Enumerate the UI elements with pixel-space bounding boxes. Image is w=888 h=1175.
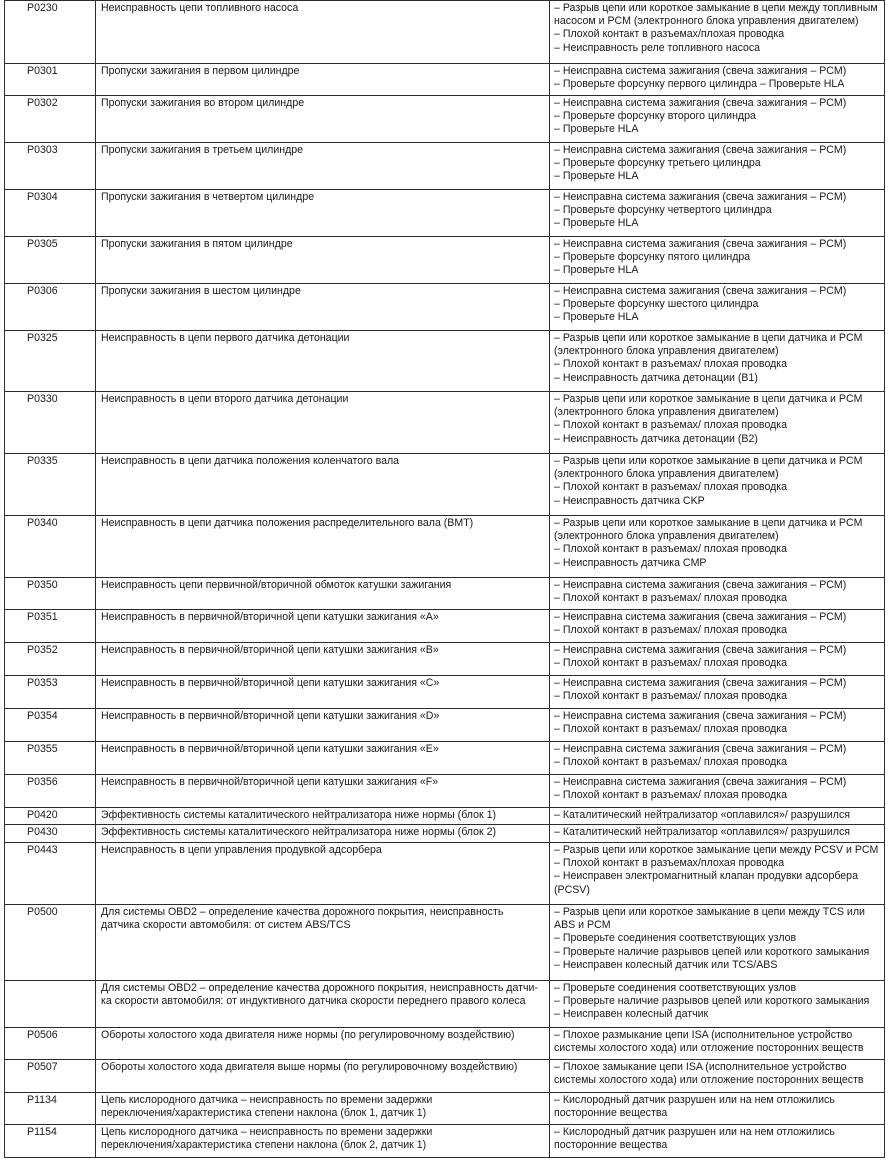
cause-line: – Неисправна система зажигания (свеча зажигания – PCM): [554, 611, 847, 623]
description-line: Неисправность в цепи второго датчика детонации: [101, 393, 349, 405]
cause-line: – Проверьте HLA: [554, 217, 639, 230]
fault-description-cell: [96, 808, 550, 825]
cause-line: – Плохой контакт в разъемах/ плохая проводка: [554, 756, 788, 769]
fault-code-cell: P1154: [5, 1125, 96, 1158]
description-line: переключения/характеристика степени наклона (блок 2, датчик 1): [101, 1139, 427, 1152]
cause-line: – Неисправность реле топливного насоса: [554, 41, 761, 54]
description-line: Неисправность в первичной/вторичной цепи катушки зажигания «D»: [101, 710, 440, 722]
table-row: [5, 143, 885, 190]
cause-line: – Проверьте соединения соответствующих узлов: [554, 932, 797, 945]
cause-line: – Проверьте HLA: [554, 264, 639, 277]
fault-code-cell: P0355: [5, 742, 96, 775]
fault-code-cell: P0420: [5, 808, 96, 825]
fault-description-cell: [96, 905, 550, 981]
cause-line: (электронного блока управления двигателем): [554, 345, 779, 358]
probable-cause-cell: [550, 905, 885, 981]
table-row: [5, 190, 885, 237]
cause-line: – Проверьте форсунку третьего цилиндра: [554, 157, 761, 170]
table-row: [5, 775, 885, 808]
cause-line: – Плохой контакт в разъемах/ плохая проводка: [554, 657, 788, 670]
cause-line: – Плохое размыкание цепи ISA (исполнительное устройство: [554, 1029, 853, 1041]
cause-line: – Плохой контакт в разъемах/ плохая проводка: [554, 624, 788, 637]
cause-line: – Неисправность датчика CKP: [554, 494, 705, 507]
fault-description-cell: [96, 454, 550, 516]
fault-code-cell: P0356: [5, 775, 96, 808]
cause-line: – Плохой контакт в разъемах/ плохая проводка: [554, 481, 788, 494]
table-row: [5, 392, 885, 454]
description-line: Пропуски зажигания в третьем цилиндре: [101, 144, 304, 156]
cause-line: – Неисправна система зажигания (свеча зажигания – PCM): [554, 285, 847, 297]
cause-line: – Плохой контакт в разъемах/плохая проводка: [554, 28, 785, 41]
cause-line: – Проверьте форсунку шестого цилиндра: [554, 298, 759, 311]
fault-description-cell: [96, 825, 550, 843]
description-line: Неисправность цепи топливного насоса: [101, 2, 299, 14]
fault-code-cell: P0506: [5, 1028, 96, 1060]
probable-cause-cell: [550, 1028, 885, 1060]
table-row: [5, 1, 885, 64]
fault-code-cell: P0350: [5, 578, 96, 610]
fault-description-cell: [96, 843, 550, 905]
fault-description-cell: [96, 1125, 550, 1158]
cause-line: – Каталитический нейтрализатор «оплавился»/ разрушился: [554, 809, 851, 821]
table-row: [5, 643, 885, 676]
fault-description-cell: [96, 709, 550, 742]
cause-line: – Проверьте форсунку первого цилиндра – Проверьте HLA: [554, 78, 845, 91]
description-line: Неисправность в первичной/вторичной цепи катушки зажигания «E»: [101, 743, 439, 755]
description-line: датчика скорости автомобиля: от систем ABS/TCS: [101, 919, 351, 932]
cause-line: системы холостого хода) или отложение посторонних веществ: [554, 1042, 864, 1055]
probable-cause-cell: [550, 843, 885, 905]
fault-description-cell: [96, 610, 550, 643]
cause-line: – Кислородный датчик разрушен или на нем отложились: [554, 1126, 835, 1138]
cause-line: – Неисправна система зажигания (свеча зажигания – PCM): [554, 97, 847, 109]
table-row: [5, 516, 885, 578]
cause-line: – Плохой контакт в разъемах/плохая проводка: [554, 857, 785, 870]
cause-line: – Плохой контакт в разъемах/ плохая проводка: [554, 690, 788, 703]
fault-code-cell: P0325: [5, 331, 96, 392]
fault-code-cell: P0507: [5, 1060, 96, 1093]
cause-line: – Неисправность датчика CMP: [554, 556, 707, 569]
probable-cause-cell: [550, 331, 885, 392]
probable-cause-cell: [550, 578, 885, 610]
probable-cause-cell: [550, 643, 885, 676]
probable-cause-cell: [550, 676, 885, 709]
table-row: [5, 237, 885, 284]
probable-cause-cell: [550, 610, 885, 643]
cause-line: – Неисправна система зажигания (свеча зажигания – PCM): [554, 579, 847, 591]
fault-code-cell: P0303: [5, 143, 96, 190]
fault-code-cell: P0354: [5, 709, 96, 742]
description-line: Для системы OBD2 – определение качества дорожного покрытия, неисправность датчи-: [101, 982, 538, 994]
cause-line: – Плохой контакт в разъемах/ плохая проводка: [554, 358, 788, 371]
probable-cause-cell: [550, 237, 885, 284]
cause-line: – Плохой контакт в разъемах/ плохая проводка: [554, 789, 788, 802]
probable-cause-cell: [550, 143, 885, 190]
fault-description-cell: [96, 237, 550, 284]
fault-description-cell: [96, 1093, 550, 1125]
fault-description-cell: [96, 284, 550, 331]
cause-line: – Разрыв цепи или короткое замыкание цепи между PCSV и PCM: [554, 844, 879, 856]
fault-description-cell: [96, 578, 550, 610]
probable-cause-cell: [550, 1, 885, 64]
description-line: Пропуски зажигания в первом цилиндре: [101, 65, 300, 77]
cause-line: – Разрыв цепи или короткое замыкание в цепи между TCS или: [554, 906, 865, 918]
fault-code-cell: P1134: [5, 1093, 96, 1125]
probable-cause-cell: [550, 190, 885, 237]
fault-code-cell: P0340: [5, 516, 96, 578]
fault-code-cell: P0305: [5, 237, 96, 284]
fault-description-cell: [96, 1028, 550, 1060]
cause-line: – Неисправность датчика детонации (B1): [554, 371, 758, 384]
fault-code-cell: P0353: [5, 676, 96, 709]
probable-cause-cell: [550, 825, 885, 843]
probable-cause-cell: [550, 981, 885, 1028]
table-row: [5, 676, 885, 709]
cause-line: – Проверьте форсунку четвертого цилиндра: [554, 204, 772, 217]
table-row: [5, 64, 885, 96]
fault-code-cell: P0230: [5, 1, 96, 64]
cause-line: – Проверьте наличие разрывов цепей или короткого замыкания: [554, 995, 870, 1008]
description-line: Для системы OBD2 – определение качества дорожного покрытия, неисправность: [101, 906, 504, 918]
probable-cause-cell: [550, 1125, 885, 1158]
table-body: [5, 1, 885, 1158]
fault-description-cell: [96, 1, 550, 64]
probable-cause-cell: [550, 516, 885, 578]
cause-line: системы холостого хода) или отложение посторонних веществ: [554, 1074, 864, 1087]
table-row: [5, 905, 885, 981]
fault-description-cell: [96, 1060, 550, 1093]
description-line: Пропуски зажигания в четвертом цилиндре: [101, 191, 315, 203]
fault-description-cell: [96, 643, 550, 676]
probable-cause-cell: [550, 742, 885, 775]
fault-code-cell: P0430: [5, 825, 96, 843]
cause-line: (электронного блока управления двигателем): [554, 406, 779, 419]
probable-cause-cell: [550, 808, 885, 825]
fault-description-cell: [96, 742, 550, 775]
cause-line: – Неисправен электромагнитный клапан продувки адсорбера: [554, 870, 858, 883]
description-line: Неисправность в цепи датчика положения распределительного вала (BMT): [101, 517, 474, 529]
cause-line: насосом и PCM (электронного блока управления двигателем): [554, 15, 859, 28]
cause-line: – Разрыв цепи или короткое замыкание в цепи датчика и PCM: [554, 517, 863, 529]
probable-cause-cell: [550, 64, 885, 96]
cause-line: – Неисправна система зажигания (свеча зажигания – PCM): [554, 710, 847, 722]
description-line: Цепь кислородного датчика – неисправность по времени задержки: [101, 1126, 433, 1138]
cause-line: – Проверьте HLA: [554, 311, 639, 324]
probable-cause-cell: [550, 454, 885, 516]
fault-description-cell: [96, 516, 550, 578]
table-row: [5, 843, 885, 905]
probable-cause-cell: [550, 284, 885, 331]
fault-code-cell: P0304: [5, 190, 96, 237]
fault-code-cell: P0306: [5, 284, 96, 331]
cause-line: – Проверьте форсунку второго цилиндра: [554, 110, 756, 123]
cause-line: – Каталитический нейтрализатор «оплавился»/ разрушился: [554, 826, 851, 838]
cause-line: (PCSV): [554, 883, 590, 896]
fault-code-cell: [5, 981, 96, 1028]
cause-line: посторонние вещества: [554, 1107, 668, 1120]
description-line: Цепь кислородного датчика – неисправность по времени задержки: [101, 1094, 433, 1106]
table-row: [5, 454, 885, 516]
table-row: [5, 1125, 885, 1158]
cause-line: – Неисправна система зажигания (свеча зажигания – PCM): [554, 191, 847, 203]
description-line: Неисправность в цепи датчика положения коленчатого вала: [101, 455, 400, 467]
cause-line: – Разрыв цепи или короткое замыкание в цепи датчика и PCM: [554, 393, 863, 405]
table-row: [5, 578, 885, 610]
table-row: [5, 1028, 885, 1060]
table-row: [5, 284, 885, 331]
cause-line: – Неисправна система зажигания (свеча зажигания – PCM): [554, 65, 847, 77]
cause-line: – Проверьте форсунку пятого цилиндра: [554, 251, 751, 264]
cause-line: – Неисправен колесный датчик или TCS/ABS: [554, 958, 778, 971]
cause-line: – Неисправность датчика детонации (B2): [554, 432, 758, 445]
fault-code-cell: P0443: [5, 843, 96, 905]
fault-code-cell: P0351: [5, 610, 96, 643]
cause-line: – Плохое замыкание цепи ISA (исполнительное устройство: [554, 1061, 847, 1073]
description-line: Неисправность в цепи управления продувкой адсорбера: [101, 844, 382, 856]
cause-line: – Разрыв цепи или короткое замыкание в цепи датчика и PCM: [554, 332, 863, 344]
table-row: [5, 742, 885, 775]
description-line: Неисправность в первичной/вторичной цепи катушки зажигания «F»: [101, 776, 439, 788]
cause-line: – Неисправен колесный датчик: [554, 1008, 709, 1021]
cause-line: посторонние вещества: [554, 1139, 668, 1152]
cause-line: – Плохой контакт в разъемах/ плохая проводка: [554, 419, 788, 432]
fault-description-cell: [96, 96, 550, 143]
probable-cause-cell: [550, 1060, 885, 1093]
description-line: Пропуски зажигания в пятом цилиндре: [101, 238, 293, 250]
cause-line: – Неисправна система зажигания (свеча зажигания – PCM): [554, 776, 847, 788]
probable-cause-cell: [550, 392, 885, 454]
description-line: ка скорости автомобиля: от индуктивного датчика скорости переднего правого колеса: [101, 995, 526, 1008]
table-row: [5, 331, 885, 392]
cause-line: – Неисправна система зажигания (свеча зажигания – PCM): [554, 644, 847, 656]
description-line: Неисправность в первичной/вторичной цепи катушки зажигания «C»: [101, 677, 440, 689]
probable-cause-cell: [550, 1093, 885, 1125]
fault-description-cell: [96, 143, 550, 190]
fault-description-cell: [96, 676, 550, 709]
cause-line: – Неисправна система зажигания (свеча зажигания – PCM): [554, 677, 847, 689]
cause-line: – Разрыв цепи или короткое замыкание в цепи датчика и PCM: [554, 455, 863, 467]
fault-description-cell: [96, 190, 550, 237]
cause-line: – Плохой контакт в разъемах/ плохая проводка: [554, 592, 788, 605]
fault-description-cell: [96, 981, 550, 1028]
table-row: [5, 610, 885, 643]
fault-code-cell: P0335: [5, 454, 96, 516]
table-row: [5, 825, 885, 843]
fault-code-cell: P0302: [5, 96, 96, 143]
description-line: Пропуски зажигания во втором цилиндре: [101, 97, 305, 109]
description-line: Неисправность в первичной/вторичной цепи катушки зажигания «A»: [101, 611, 439, 623]
table-row: [5, 981, 885, 1028]
probable-cause-cell: [550, 709, 885, 742]
description-line: Эффективность системы каталитического нейтрализатора ниже нормы (блок 2): [101, 826, 496, 838]
fault-description-cell: [96, 64, 550, 96]
table-row: [5, 96, 885, 143]
cause-line: – Неисправна система зажигания (свеча зажигания – PCM): [554, 144, 847, 156]
table-row: [5, 1060, 885, 1093]
table-row: [5, 1093, 885, 1125]
cause-line: – Плохой контакт в разъемах/ плохая проводка: [554, 543, 788, 556]
description-line: Обороты холостого хода двигателя выше нормы (по регулировочному воздействию): [101, 1061, 518, 1073]
fault-code-cell: P0330: [5, 392, 96, 454]
description-line: Пропуски зажигания в шестом цилиндре: [101, 285, 301, 297]
table-row: [5, 709, 885, 742]
cause-line: – Проверьте HLA: [554, 170, 639, 183]
fault-description-cell: [96, 775, 550, 808]
description-line: Неисправность в цепи первого датчика детонации: [101, 332, 350, 344]
probable-cause-cell: [550, 775, 885, 808]
cause-line: – Неисправна система зажигания (свеча зажигания – PCM): [554, 743, 847, 755]
table-row: [5, 808, 885, 825]
cause-line: – Проверьте HLA: [554, 123, 639, 136]
probable-cause-cell: [550, 96, 885, 143]
description-line: Эффективность системы каталитического нейтрализатора ниже нормы (блок 1): [101, 809, 496, 821]
diagnostic-codes-table: [4, 0, 885, 1158]
description-line: Обороты холостого хода двигателя ниже нормы (по регулировочному воздействию): [101, 1029, 515, 1041]
description-line: Неисправность цепи первичной/вторичной обмоток катушки зажигания: [101, 579, 452, 591]
description-line: переключения/характеристика степени наклона (блок 1, датчик 1): [101, 1107, 427, 1120]
cause-line: – Плохой контакт в разъемах/ плохая проводка: [554, 723, 788, 736]
cause-line: – Проверьте соединения соответствующих узлов: [554, 982, 797, 994]
cause-line: – Кислородный датчик разрушен или на нем отложились: [554, 1094, 835, 1106]
cause-line: (электронного блока управления двигателем): [554, 530, 779, 543]
description-line: Неисправность в первичной/вторичной цепи катушки зажигания «B»: [101, 644, 439, 656]
fault-code-cell: P0352: [5, 643, 96, 676]
fault-description-cell: [96, 392, 550, 454]
fault-code-cell: P0500: [5, 905, 96, 981]
cause-line: – Проверьте наличие разрывов цепей или короткого замыкания: [554, 945, 870, 958]
cause-line: – Разрыв цепи или короткое замыкание в цепи между топливным: [554, 2, 878, 14]
fault-description-cell: [96, 331, 550, 392]
cause-line: (электронного блока управления двигателем): [554, 468, 779, 481]
cause-line: ABS и PCM: [554, 919, 611, 932]
fault-code-cell: P0301: [5, 64, 96, 96]
cause-line: – Неисправна система зажигания (свеча зажигания – PCM): [554, 238, 847, 250]
